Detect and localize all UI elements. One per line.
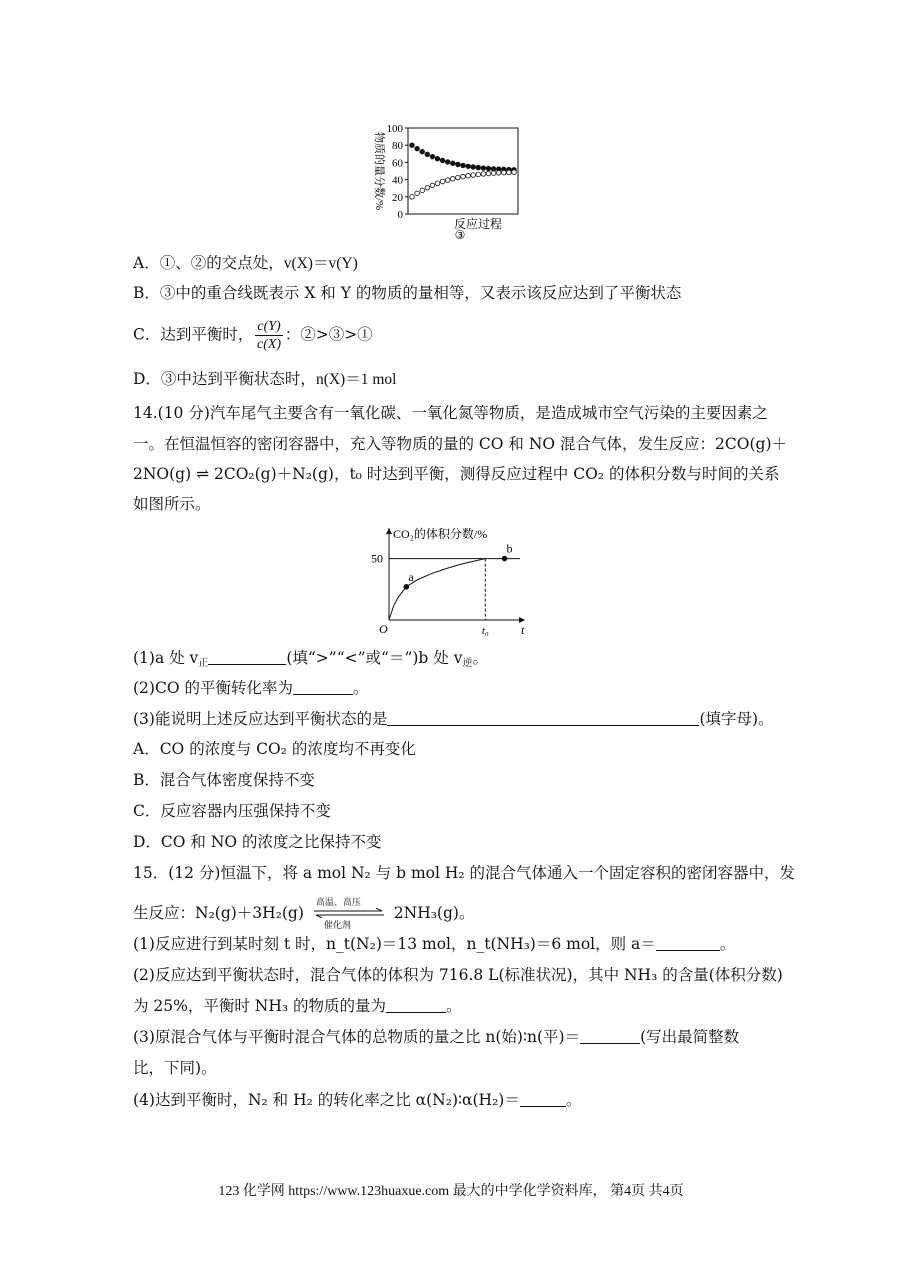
data-point-hollow	[466, 173, 471, 178]
q14-sub3	[133, 708, 774, 730]
data-point-hollow	[502, 170, 507, 175]
q15-sub1	[133, 933, 735, 955]
subscript: 正	[198, 658, 209, 669]
plot-frame	[408, 128, 518, 214]
data-point-hollow	[496, 171, 501, 176]
data-point-filled	[440, 158, 445, 163]
data-point-hollow	[461, 174, 466, 179]
q15-sub2-line2	[133, 995, 462, 1017]
x-axis-label: 反应过程	[453, 217, 503, 231]
data-point-hollow	[435, 181, 440, 186]
answer-blank[interactable]	[386, 996, 446, 1013]
data-point-hollow	[430, 183, 435, 188]
q14-option-a: A．CO 的浓度与 CO₂ 的浓度均不再变化	[133, 740, 416, 758]
y-axis-arrow	[386, 528, 392, 534]
chart-caption: ③	[454, 228, 466, 242]
chart-co2-fraction	[365, 520, 545, 640]
q15-sub2-line1: (2)反应达到平衡状态时，混合气体的体积为 716.8 L(标准状况)，其中 NH₃ 的含量(体积分数)	[133, 966, 783, 984]
q14-option-b: B．混合气体密度保持不变	[133, 771, 315, 789]
q15-sub4	[133, 1089, 581, 1111]
q15-sub3-text: (3)原混合气体与平衡时混合气体的总物质的量之比 n(始)∶n(平)＝	[133, 1028, 581, 1046]
subscript: 逆	[462, 658, 473, 669]
q14-stem-line4: 如图所示。	[133, 495, 211, 513]
data-point-hollow	[456, 175, 461, 180]
y-tick-label: 40	[392, 174, 403, 187]
q14-stem-line1: 14.(10 分)汽车尾气主要含有一氧化碳、一氧化氮等物质，是造成城市空气污染的主要因素之	[133, 404, 768, 422]
q13-option-d	[133, 368, 396, 391]
q15-stem-line2-a: 生反应：N₂(g)＋3H₂(g)	[133, 904, 304, 922]
x-tick-label: t₀	[481, 625, 489, 637]
data-point-filled	[456, 162, 461, 167]
y-axis-label: 物质的量分数/%	[373, 132, 385, 211]
data-point-filled	[471, 165, 476, 170]
data-point-filled	[430, 154, 435, 159]
q13-option-b: B．③中的重合线既表示 X 和 Y 的物质的量相等，又表示该反应达到了平衡状态	[133, 284, 682, 302]
q14-sub1	[133, 647, 488, 669]
answer-blank[interactable]	[387, 709, 699, 726]
data-point-filled	[451, 161, 456, 166]
q13-option-c-text: C．达到平衡时，	[133, 325, 254, 344]
y-tick-label: 0	[397, 209, 403, 221]
data-point-filled	[486, 166, 491, 171]
data-point-hollow	[512, 170, 517, 175]
q15-sub1-text: (1)反应进行到某时刻 t 时，n_t(N₂)＝13 mol，n_t(NH₃)＝6 mol，则 a＝	[133, 935, 656, 953]
q13-option-d-text: D．③中达到平衡状态时，	[133, 370, 316, 388]
reaction-condition-bottom: 催化剂	[323, 921, 351, 931]
x-axis-label: t	[521, 623, 525, 637]
q13-option-d-formula: n(X)＝1 mol	[315, 371, 397, 388]
origin-label: O	[379, 622, 388, 636]
q14-sub3-end: (填字母)。	[699, 710, 774, 728]
y-tick-label: 80	[392, 140, 403, 153]
fraction-denominator: c(X)	[256, 337, 282, 352]
q13-option-a-text: A．①、②的交点处，	[133, 254, 284, 272]
answer-blank[interactable]	[208, 648, 286, 665]
answer-blank[interactable]	[520, 1090, 566, 1107]
q13-option-c	[133, 318, 373, 353]
y-tick-label: 50	[371, 551, 383, 566]
equilibrium-arrow-icon	[312, 898, 386, 931]
q15-sub2-text: 为 25%，平衡时 NH₃ 的物质的量为	[133, 997, 387, 1015]
point-label: b	[506, 541, 513, 556]
data-point-hollow	[486, 171, 491, 176]
q13-option-a-formula: v(X)＝v(Y)	[283, 255, 358, 272]
co2-curve	[389, 559, 485, 620]
data-point-filled	[445, 160, 450, 165]
q15-stem-line2-b: 2NH₃(g)。	[393, 904, 475, 922]
q14-option-c: C．反应容器内压强保持不变	[133, 802, 331, 820]
data-point-hollow	[491, 171, 496, 176]
y-axis-label: CO₂的体积分数/%	[393, 527, 488, 541]
data-point-hollow	[476, 172, 481, 177]
data-point-filled	[435, 156, 440, 161]
fraction-numerator: c(Y)	[257, 319, 281, 334]
q14-sub3-text: (3)能说明上述反应达到平衡状态的是	[133, 710, 388, 728]
data-point-hollow	[415, 191, 420, 196]
answer-blank[interactable]	[580, 1027, 640, 1044]
data-point-filled	[476, 165, 481, 170]
y-tick-label: 20	[392, 191, 403, 204]
data-point-hollow	[451, 176, 456, 181]
data-point-filled	[415, 146, 420, 151]
page-footer: 123 化学网 https://www.123huaxue.com 最大的中学化学资料库， 第4页 共4页	[218, 1184, 684, 1199]
q14-sub2	[133, 677, 368, 699]
data-point-filled	[425, 152, 430, 157]
q13-option-a	[133, 252, 358, 275]
data-point-hollow	[471, 173, 476, 178]
data-point-hollow	[425, 185, 430, 190]
data-point-hollow	[507, 170, 512, 175]
q15-sub2-end: 。	[446, 997, 462, 1015]
q15-sub4-text: (4)达到平衡时，N₂ 和 H₂ 的转化率之比 α(N₂)∶α(H₂)＝	[133, 1091, 520, 1109]
y-tick-label: 60	[392, 157, 403, 170]
data-point-filled	[410, 143, 415, 148]
q15-sub3-end: (写出最简整数	[640, 1028, 740, 1046]
reaction-condition-top: 高温、高压	[315, 898, 361, 908]
q14-sub2-text: (2)CO 的平衡转化率为	[133, 679, 293, 697]
data-point-hollow	[445, 178, 450, 183]
data-point-filled	[466, 164, 471, 169]
point-b	[502, 556, 508, 562]
data-point-hollow	[440, 179, 445, 184]
q15-stem-line1: 15．(12 分)恒温下，将 a mol N₂ 与 b mol H₂ 的混合气体通入一个固定容积的密闭容器中，发	[133, 864, 796, 882]
answer-blank[interactable]	[293, 678, 353, 695]
data-point-hollow	[420, 188, 425, 193]
q15-stem-line2	[133, 898, 475, 931]
q14-stem-line2: 一。在恒温恒容的密闭容器中，充入等物质的量的 CO 和 NO 混合气体，发生反应：2CO(g)＋	[133, 435, 787, 453]
data-point-filled	[461, 163, 466, 168]
q15-sub3-line1	[133, 1026, 739, 1048]
y-tick-label: 100	[386, 123, 403, 135]
q14-sub2-end: 。	[352, 679, 369, 697]
q14-sub1-text: (1)a 处 v	[133, 649, 199, 667]
q14-stem-line3: 2NO(g) ⇌ 2CO₂(g)＋N₂(g)，t₀ 时达到平衡，测得反应过程中 CO₂ 的体积分数与时间的关系	[133, 465, 780, 483]
q14-sub1-end: 。	[472, 649, 488, 667]
q15-sub3-line2: 比，下同)。	[133, 1059, 217, 1077]
q14-sub1-text2: (填“>”“<”或“＝”)b 处 v	[286, 649, 463, 667]
q13-option-c-suffix: ：②>③>①	[284, 325, 373, 344]
fraction	[255, 318, 282, 353]
point-label: a	[408, 569, 414, 584]
answer-blank[interactable]	[656, 934, 720, 951]
q15-sub1-end: 。	[719, 935, 736, 953]
data-point-hollow	[410, 195, 415, 200]
point-a	[404, 584, 410, 590]
q15-sub4-end: 。	[565, 1091, 582, 1109]
q14-option-d: D．CO 和 NO 的浓度之比保持不变	[133, 833, 382, 851]
data-point-filled	[481, 166, 486, 171]
data-point-filled	[420, 149, 425, 154]
data-point-hollow	[481, 172, 486, 177]
chart-mole-fraction	[360, 112, 560, 242]
